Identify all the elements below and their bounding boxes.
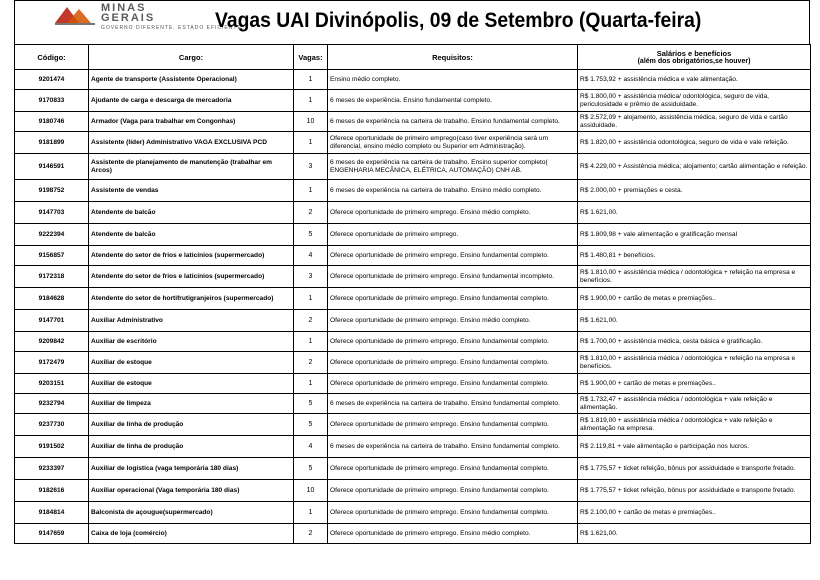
job-salary: R$ 1.809,98 + vale alimentação e gratificação mensal [578, 224, 811, 246]
table-row [15, 246, 811, 266]
job-title: Assistente de planejamento de manutenção (trabalhar em Arcos) [89, 154, 294, 180]
job-salary: R$ 1.810,00 + assistência médica / odontológica + refeição na empresa e benefícios. [578, 266, 811, 288]
job-code: 9201474 [15, 70, 89, 90]
job-salary: R$ 1.800,00 + assistência médica/ odontológica, seguro de vida, periculosidade e prêmio de assiduidade. [578, 90, 811, 112]
job-title: Auxiliar de escritório [89, 332, 294, 352]
job-requirements: Oferece oportunidade de primeiro emprego. Ensino fundamental completo. [328, 502, 578, 524]
job-code: 9181899 [15, 132, 89, 154]
table-row [15, 332, 811, 352]
job-openings: 4 [294, 246, 328, 266]
column-header-requisitos: Requisitos: [328, 45, 578, 70]
job-salary: R$ 2.100,00 + cartão de metas e premiações.. [578, 502, 811, 524]
table-row [15, 224, 811, 246]
job-openings: 3 [294, 154, 328, 180]
job-title: Auxiliar de estoque [89, 352, 294, 374]
job-title: Balconista de açougue(supermercado) [89, 502, 294, 524]
job-code: 9209842 [15, 332, 89, 352]
job-salary: R$ 1.621,00. [578, 310, 811, 332]
job-requirements: Oferece oportunidade de primeiro emprego. Ensino médio completo. [328, 202, 578, 224]
job-requirements: Oferece oportunidade de primeiro emprego. Ensino médio completo. [328, 310, 578, 332]
document-header [14, 0, 810, 44]
job-code: 9237730 [15, 414, 89, 436]
job-code: 9222394 [15, 224, 89, 246]
job-openings: 1 [294, 502, 328, 524]
job-requirements: Oferece oportunidade de primeiro emprego. Ensino fundamental completo. [328, 374, 578, 394]
job-openings: 10 [294, 112, 328, 132]
table-row [15, 70, 811, 90]
job-title: Assistente de vendas [89, 180, 294, 202]
table-row [15, 288, 811, 310]
job-salary: R$ 1.900,00 + cartão de metas e premiações.. [578, 374, 811, 394]
job-openings: 10 [294, 480, 328, 502]
job-code: 9198752 [15, 180, 89, 202]
column-header-salarios [578, 45, 811, 70]
job-openings: 5 [294, 394, 328, 414]
table-row [15, 266, 811, 288]
table-row [15, 180, 811, 202]
job-title: Auxiliar de linha de produção [89, 436, 294, 458]
job-openings: 3 [294, 266, 328, 288]
job-code: 9146591 [15, 154, 89, 180]
logo-tagline: GOVERNO DIFERENTE. ESTADO EFICIENTE. [101, 25, 245, 31]
job-code: 9232794 [15, 394, 89, 414]
table-row [15, 458, 811, 480]
job-requirements: Oferece oportunidade de primeiro emprego. Ensino fundamental completo. [328, 480, 578, 502]
job-salary: R$ 1.700,00 + assistência médica, cesta básica e gratificação. [578, 332, 811, 352]
job-title: Armador (Vaga para trabalhar em Congonhas) [89, 112, 294, 132]
job-requirements: Oferece oportunidade de primeiro emprego. Ensino fundamental completo. [328, 246, 578, 266]
job-title: Caixa de loja (comércio) [89, 524, 294, 544]
job-requirements: Oferece oportunidade de primeiro emprego(caso tiver experiência será um diferencial, ensino médio completo ou Superior em Administração). [328, 132, 578, 154]
table-row [15, 310, 811, 332]
logo-text-line1: MINAS [101, 2, 147, 14]
job-openings: 5 [294, 414, 328, 436]
job-requirements: 6 meses de experiência na carteira de trabalho. Ensino fundamental completo. [328, 436, 578, 458]
job-salary: R$ 1.819,00 + assistência médica / odontológica + vale refeição e alimentação na empresa. [578, 414, 811, 436]
job-requirements: 6 meses de experiência na carteira de trabalho. Ensino médio completo. [328, 180, 578, 202]
job-requirements: Oferece oportunidade de primeiro emprego. Ensino médio completo. [328, 524, 578, 544]
job-requirements: Oferece oportunidade de primeiro emprego. [328, 224, 578, 246]
job-requirements: 6 meses de experiência na carteira de trabalho. Ensino fundamental completo. [328, 112, 578, 132]
job-code: 9180746 [15, 112, 89, 132]
job-listing-page [14, 0, 810, 580]
job-salary: R$ 1.621,00. [578, 202, 811, 224]
job-title: Agente de transporte (Assistente Operacional) [89, 70, 294, 90]
column-header-cargo: Cargo: [89, 45, 294, 70]
state-emblem-icon [53, 5, 97, 25]
job-salary: R$ 2.000,00 + premiações e cesta. [578, 180, 811, 202]
table-row [15, 132, 811, 154]
job-code: 9170833 [15, 90, 89, 112]
job-title: Atendente de balcão [89, 224, 294, 246]
column-header-codigo: Código: [15, 45, 89, 70]
table-row [15, 90, 811, 112]
table-row [15, 436, 811, 458]
salarios-title: Salários e benefícios [656, 49, 732, 58]
job-openings: 1 [294, 70, 328, 90]
salarios-subtitle: (além dos obrigatórios,se houver) [637, 58, 751, 65]
job-code: 9184814 [15, 502, 89, 524]
job-salary: R$ 1.753,92 + assistência médica e vale alimentação. [578, 70, 811, 90]
job-requirements: Oferece oportunidade de primeiro emprego. Ensino fundamental completo. [328, 352, 578, 374]
job-title: Auxiliar de linha de produção [89, 414, 294, 436]
job-openings: 1 [294, 374, 328, 394]
job-code: 9172479 [15, 352, 89, 374]
table-row [15, 502, 811, 524]
job-openings: 5 [294, 458, 328, 480]
job-requirements: Oferece oportunidade de primeiro emprego. Ensino fundamental completo. [328, 414, 578, 436]
jobs-table [14, 44, 811, 544]
table-row [15, 352, 811, 374]
job-title: Auxiliar de logística (vaga temporária 180 dias) [89, 458, 294, 480]
job-openings: 1 [294, 180, 328, 202]
job-title: Ajudante de carga e descarga de mercadoria [89, 90, 294, 112]
job-salary: R$ 1.900,00 + cartão de metas e premiações.. [578, 288, 811, 310]
job-title: Auxiliar de limpeza [89, 394, 294, 414]
job-openings: 1 [294, 332, 328, 352]
job-openings: 1 [294, 288, 328, 310]
job-code: 9191502 [15, 436, 89, 458]
job-openings: 2 [294, 310, 328, 332]
job-salary: R$ 4.229,00 + Assistência médica; alojamento; cartão alimentação e refeição. [578, 154, 811, 180]
job-salary: R$ 1.820,00 + assistência odontológica, seguro de vida e vale refeição. [578, 132, 811, 154]
job-code: 9184628 [15, 288, 89, 310]
table-body [15, 70, 811, 544]
table-header-row [15, 45, 811, 70]
job-salary: R$ 2.572,09 + alojamento, assistência médica, seguro de vida e cartão assiduidade. [578, 112, 811, 132]
job-title: Auxiliar Administrativo [89, 310, 294, 332]
job-salary: R$ 1.810,00 + assistência médica / odontológica + refeição na empresa e benefícios. [578, 352, 811, 374]
table-row [15, 414, 811, 436]
job-requirements: 6 meses de experiência na carteira de trabalho. Ensino superior completo( ENGENHARIA MECÂNICA, ELÉTRICA, AUTOMAÇÃO) CNH AB. [328, 154, 578, 180]
logo-text-line2: GERAIS [101, 12, 156, 24]
job-openings: 2 [294, 202, 328, 224]
job-requirements: Oferece oportunidade de primeiro emprego. Ensino fundamental incompleto. [328, 266, 578, 288]
job-code: 9147701 [15, 310, 89, 332]
table-row [15, 374, 811, 394]
job-requirements: Ensino médio completo. [328, 70, 578, 90]
job-title: Atendente de balcão [89, 202, 294, 224]
job-openings: 5 [294, 224, 328, 246]
job-salary: R$ 1.621,00. [578, 524, 811, 544]
job-title: Atendente do setor de frios e laticínios (supermercado) [89, 266, 294, 288]
job-openings: 2 [294, 524, 328, 544]
table-row [15, 154, 811, 180]
job-code: 9156857 [15, 246, 89, 266]
job-salary: R$ 1.775,57 + ticket refeição, bônus por assiduidade e transporte fretado. [578, 480, 811, 502]
job-openings: 1 [294, 90, 328, 112]
job-title: Auxiliar operacional (Vaga temporária 180 dias) [89, 480, 294, 502]
job-code: 9233397 [15, 458, 89, 480]
job-openings: 2 [294, 352, 328, 374]
job-code: 9172318 [15, 266, 89, 288]
job-title: Auxiliar de estoque [89, 374, 294, 394]
job-openings: 4 [294, 436, 328, 458]
job-salary: R$ 1.775,57 + ticket refeição, bônus por assiduidade e transporte fretado. [578, 458, 811, 480]
table-row [15, 112, 811, 132]
job-openings: 1 [294, 132, 328, 154]
job-requirements: 6 meses de experiência. Ensino fundamental completo. [328, 90, 578, 112]
job-requirements: Oferece oportunidade de primeiro emprego. Ensino fundamental completo. [328, 458, 578, 480]
table-row [15, 202, 811, 224]
job-salary: R$ 1.480,81 + benefícios. [578, 246, 811, 266]
table-row [15, 524, 811, 544]
job-salary: R$ 2.119,81 + vale alimentação e participação nos lucros. [578, 436, 811, 458]
job-title: Atendente do setor de hortifrutigranjeiros (supermercado) [89, 288, 294, 310]
job-code: 9182616 [15, 480, 89, 502]
job-code: 9147703 [15, 202, 89, 224]
job-title: Assistente (líder) Administrativo VAGA EXCLUSIVA PCD [89, 132, 294, 154]
job-title: Atendente do setor de frios e laticínios (supermercado) [89, 246, 294, 266]
table-row [15, 394, 811, 414]
job-requirements: Oferece oportunidade de primeiro emprego. Ensino fundamental completo. [328, 332, 578, 352]
job-code: 9203151 [15, 374, 89, 394]
table-row [15, 480, 811, 502]
job-requirements: Oferece oportunidade de primeiro emprego. Ensino fundamental completo. [328, 288, 578, 310]
minas-gerais-logo [53, 2, 245, 35]
job-salary: R$ 1.732,47 + assistência médica / odontológica + vale refeição e alimentação. [578, 394, 811, 414]
job-requirements: 6 meses de experiência na carteira de trabalho. Ensino fundamental completo. [328, 394, 578, 414]
page-title: Vagas UAI Divinópolis, 09 de Setembro (Quarta-feira) [215, 9, 702, 32]
column-header-vagas: Vagas: [294, 45, 328, 70]
job-code: 9147659 [15, 524, 89, 544]
